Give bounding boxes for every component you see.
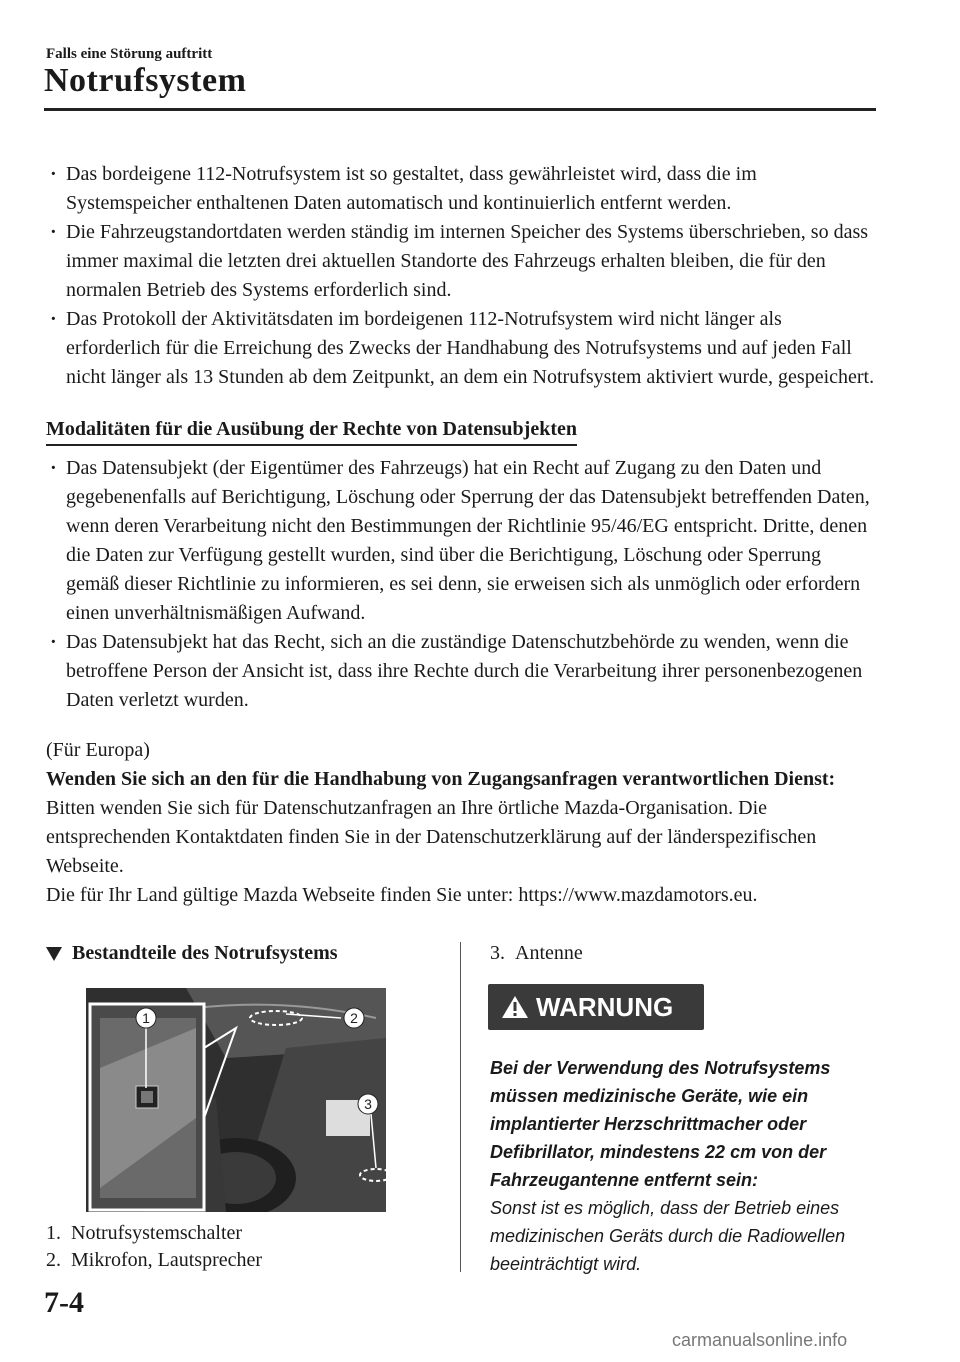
europe-note: (Für Europa): [46, 739, 150, 761]
rights-heading: Modalitäten für die Ausübung der Rechte von Datensubjekten: [46, 416, 577, 446]
components-heading: Bestandteile des Notrufsystems: [46, 942, 338, 965]
callout-1: 1: [142, 1010, 150, 1026]
components-figure: [86, 988, 386, 1212]
car-interior-illustration: [86, 988, 386, 1212]
callout-3: 3: [364, 1096, 372, 1112]
page-number: 7-4: [44, 1286, 84, 1319]
components-list: [46, 1220, 262, 1274]
list-item: 1. Notrufsystemschalter: [46, 1222, 243, 1244]
europe-body: Bitten wenden Sie sich für Datenschutzanfragen an Ihre örtliche Mazda-Organisation. Die entsprechenden Kontaktdaten finden Sie in der Datenschutzerklärung auf der länderspezifischen Webseite.: [46, 797, 817, 877]
europe-section: [46, 736, 876, 910]
warning-triangle-icon: [500, 994, 530, 1020]
warning-body-text: Sonst ist es möglich, dass der Betrieb eines medizinischen Geräts durch die Radiowellen beeinträchtigt wird.: [490, 1198, 846, 1274]
page-title: Notrufsystem: [44, 62, 247, 99]
warning-badge: WARNUNG: [488, 984, 704, 1030]
title-divider: [44, 108, 876, 111]
warning-bold-text: Bei der Verwendung des Notrufsystems müssen medizinische Geräte, wie ein implantierter Herzschrittmacher oder Defibrillator, mindestens 22 cm von der Fahrzeugantenne entfernt sein:: [490, 1058, 831, 1190]
watermark: carmanualsonline.info: [672, 1330, 848, 1350]
section-label: Falls eine Störung auftritt: [46, 46, 213, 62]
list-item: 2. Mikrofon, Lautsprecher: [46, 1249, 263, 1271]
europe-website: Die für Ihr Land gültige Mazda Webseite finden Sie unter: https://www.mazdamotors.eu.: [46, 884, 758, 906]
list-item: · Das Datensubjekt (der Eigentümer des Fahrzeugs) hat ein Recht auf Zugang zu den Daten und gegebenenfalls auf Berichtigung, Löschung oder Sperrung der das Datensubjekt betreffenden Daten, wenn deren Verarbeitung nicht den Bestimmungen der Richtlinie 95/46/EG entspricht. Dritte, denen die Daten zur Verfügung gestellt wurden, sind über die Berichtigung, Löschung oder Sperrung gemäß dieser Richtlinie zu informieren, es sei denn, sie erweisen sich als unmöglich oder erfordern einen unverhältnismäßigen Aufwand.: [46, 454, 876, 628]
list-item: · Die Fahrzeugstandortdaten werden ständig im internen Speicher des Systems überschrieben, so dass immer maximal die letzten drei aktuellen Standorte des Fahrzeugs erhalten bleiben, die für den normalen Betrieb des Systems erforderlich sind.: [46, 218, 876, 305]
intro-bullet-list: [46, 160, 876, 392]
list-item: · Das Protokoll der Aktivitätsdaten im bordeigenen 112-Notrufsystem wird nicht länger als erforderlich für die Erreichung des Zwecks der Handhabung des Notrufsystems und auf jeden Fall nicht länger als 13 Stunden ab dem Zeitpunkt, an dem ein Notrufsystem aktiviert wurde, gespeichert.: [46, 305, 876, 392]
column-divider: [460, 942, 461, 1272]
warning-text: [490, 1054, 870, 1278]
list-item: · Das bordeigene 112-Notrufsystem ist so gestaltet, dass gewährleistet wird, dass die im Systemspeicher enthaltenen Daten automatisch und kontinuierlich entfernt werden.: [46, 160, 876, 218]
callout-2: 2: [350, 1010, 358, 1026]
triangle-marker-icon: [46, 947, 62, 961]
list-item: 3. Antenne: [490, 942, 583, 964]
europe-heading: Wenden Sie sich an den für die Handhabung von Zugangsanfragen verantwortlichen Dienst:: [46, 768, 836, 790]
rights-bullet-list: [46, 454, 876, 715]
list-item: · Das Datensubjekt hat das Recht, sich an die zuständige Datenschutzbehörde zu wenden, wenn die betroffene Person der Ansicht ist, dass ihre Rechte durch die Verarbeitung ihrer personenbezogenen Daten verletzt wurden.: [46, 628, 876, 715]
